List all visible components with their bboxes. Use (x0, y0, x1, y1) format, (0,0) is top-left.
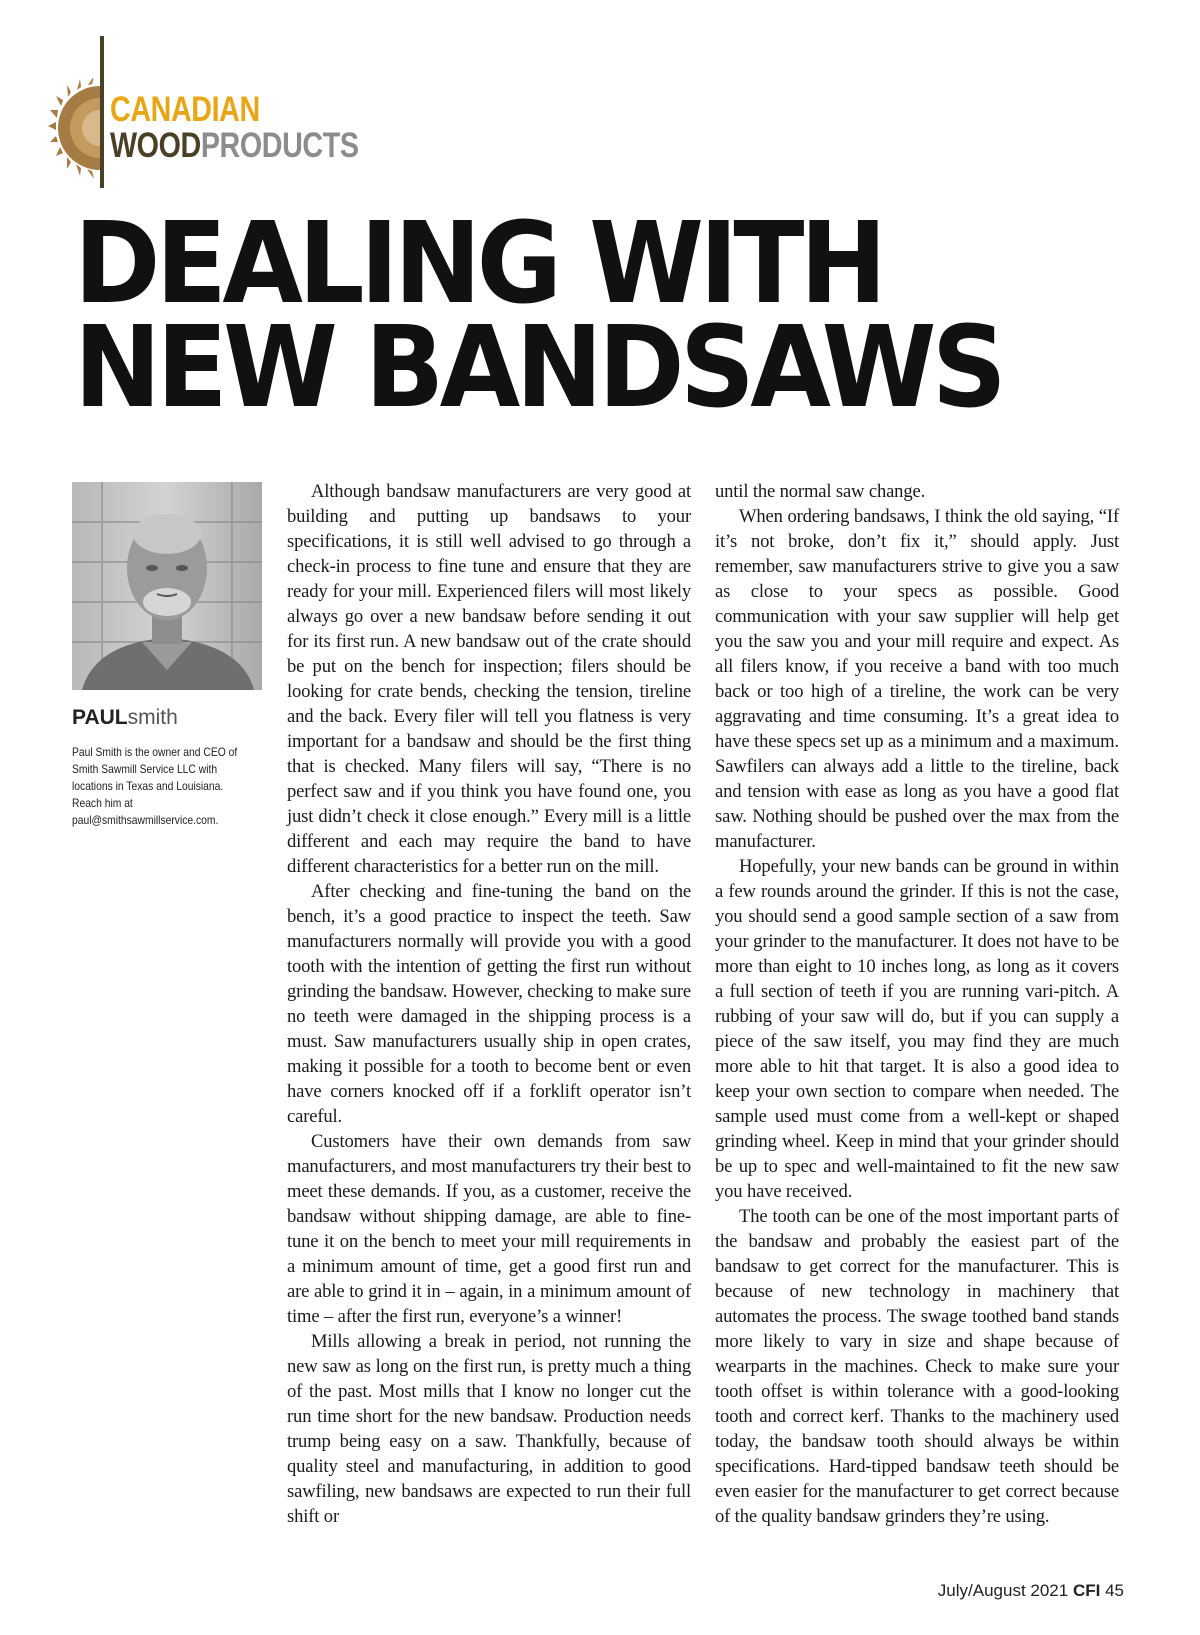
paragraph: Hopefully, your new bands can be ground in within a few rounds around the grinder. If this is not the case, you should send a good sample section of a saw from your grinder to the manufacturer. It does not have to be more than eight to 10 inches long, as long as it covers a full section of teeth if you are running vari-pitch. A rubbing of your saw will do, but if you can supply a piece of the saw itself, you may find they are much more able to hit that target. It is also a good idea to keep your own section to compare when needed. The sample used must come from a well-kept or shaped grinding wheel. Keep in mind that your grinder should be up to spec and well-maintained to fit the new saw you have received. (715, 856, 1119, 1202)
logo-word-canadian: CANADIAN (110, 90, 260, 129)
page-number: 45 (1105, 1581, 1124, 1600)
logo-divider (100, 36, 104, 188)
author-last-name: smith (127, 706, 178, 729)
page-footer (938, 1581, 1124, 1601)
saw-blade-icon (40, 78, 100, 178)
author-name (72, 706, 178, 730)
headline-line-1: DEALING WITH (74, 199, 883, 329)
article-column-2 (715, 479, 1119, 1529)
headline-line-2: NEW BANDSAWS (74, 303, 1003, 433)
article-headline (74, 199, 1003, 433)
paragraph: Although bandsaw manufacturers are very good at building and putting up bandsaws to your specifications, it is still well advised to go through a check-in process to fine tune and ensure that they are ready for your mill. Experienced filers will most likely always go over a new bandsaw before sending it out for its first run. A new bandsaw out of the crate should be put on the bench for inspection; filers should be looking for crate bends, checking the tension, tireline and the back. Every filer will tell you flatness is very important for a bandsaw and should be the first thing that is checked. Many filers will say, “There is no perfect saw and if you think you have found one, you just didn’t check it close enough.” Every mill is a little different and each may require the band to have different characteristics for a better run on the mill. (287, 481, 691, 877)
paragraph: until the normal saw change. (715, 481, 926, 502)
paragraph: When ordering bandsaws, I think the old saying, “If it’s not broke, don’t fix it,” should apply. Just remember, saw manufacturers strive to give you a saw as close to your specs as possible. Good communication with your saw supplier will help get you the saw you and your mill require and expect. As all filers know, if you receive a band with too much back or too high of a tireline, the work can be very aggravating and time consuming. It’s a great idea to have these specs set up as a minimum and a maximum. Sawfilers can always add a little to the tireline, back and tension with ease as long as you have a good flat saw. Nothing should be pushed over the max from the manufacturer. (715, 506, 1119, 852)
article-column-1 (287, 479, 691, 1529)
paragraph: Customers have their own demands from saw manufacturers, and most manufacturers try their best to meet these demands. If you, as a customer, receive the bandsaw without shipping damage, are able to fine-tune it on the bench to meet your mill requirements in a minimum amount of time, get a good first run and are able to grind it in – again, in a minimum amount of time – after the first run, everyone’s a winner! (287, 1131, 691, 1327)
magazine-name: CFI (1072, 1581, 1101, 1600)
paragraph: After checking and fine-tuning the band on the bench, it’s a good practice to inspect the teeth. Saw manufacturers normally will provide you with a good tooth with the intention of getting the first run without grinding the bandsaw. However, checking to make sure no teeth were damaged in the shipping process is a must. Saw manufacturers usually ship in open crates, making it possible for a tooth to become bent or even have corners knocked off if a forklift operator isn’t careful. (287, 881, 691, 1127)
logo-word-products: PRODUCTS (200, 126, 359, 165)
issue-date: July/August 2021 (937, 1581, 1069, 1600)
paragraph: The tooth can be one of the most important parts of the bandsaw and probably the easiest part of the bandsaw to get correct for the manufacturer. This is because of new technology in machinery that automates the process. The swage toothed band stands more likely to vary in size and shape because of wearparts in the machines. Check to make sure your tooth offset is within tolerance with a good-looking tooth and correct kerf. Thanks to the machinery used today, the bandsaw tooth should always be within specifications. Hard-tipped bandsaw teeth should be even easier for the manufacturer to get correct because of the quality bandsaw grinders they’re using. (715, 1206, 1119, 1527)
author-bio: Paul Smith is the owner and CEO of Smith Sawmill Service LLC with locations in Texas and Louisiana. Reach him at paul@smithsawmillservice.com. (72, 745, 238, 827)
author-photo (72, 482, 262, 690)
logo-word-woodproducts (110, 128, 359, 163)
logo-word-wood: WOOD (110, 126, 201, 165)
author-first-name: PAUL (72, 706, 128, 729)
magazine-logo (40, 36, 380, 186)
paragraph: Mills allowing a break in period, not running the new saw as long on the first run, is pretty much a thing of the past. Most mills that I know no longer cut the run time short for the new bandsaw. Production needs trump being easy on a saw. Thankfully, because of quality steel and manufacturing, in addition to good sawfiling, new bandsaws are expected to run their full shift or (287, 1331, 691, 1527)
